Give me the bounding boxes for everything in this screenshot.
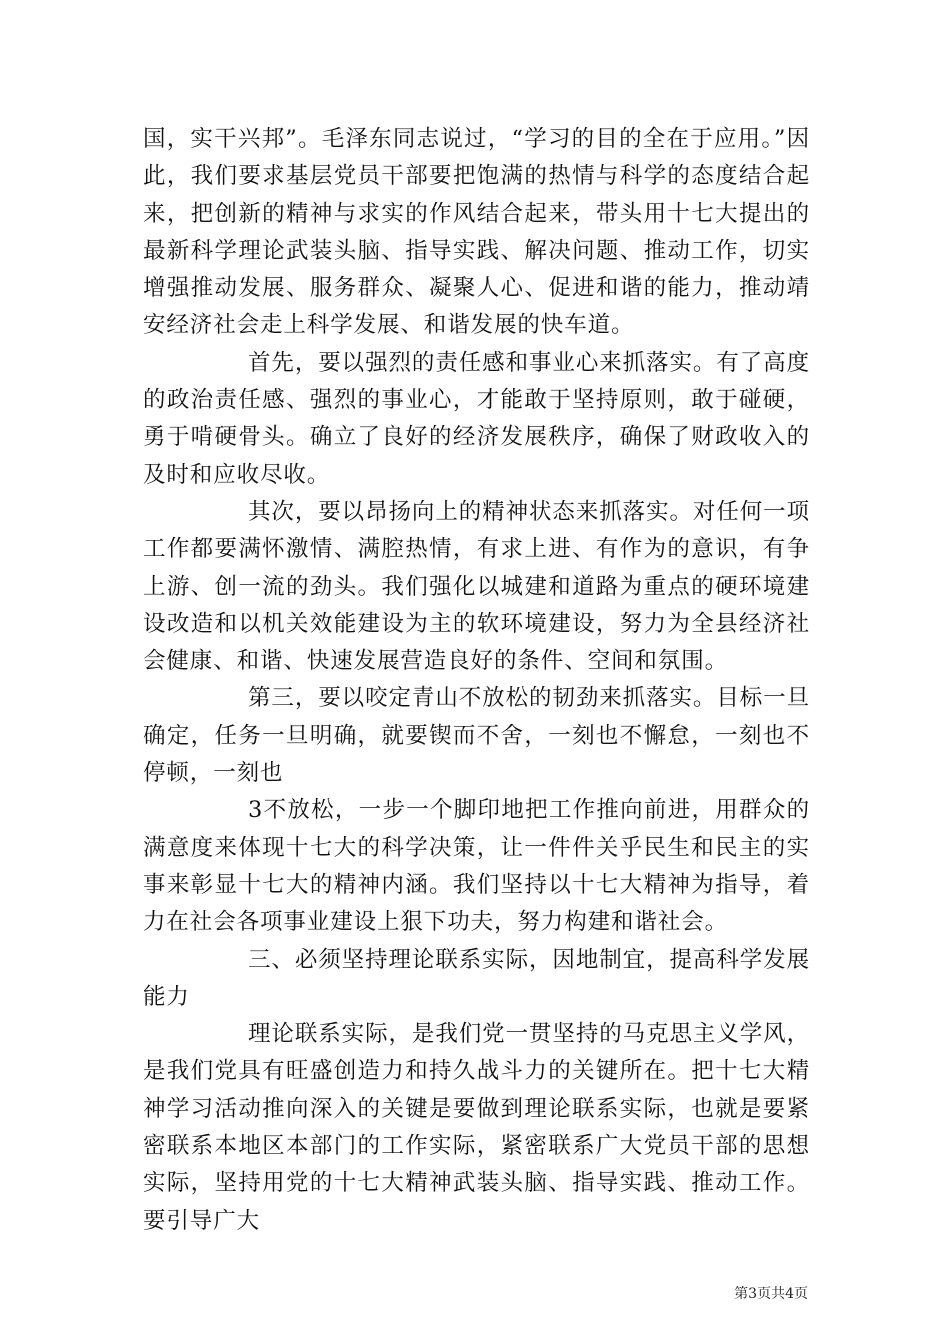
section-heading-three: 三、必须坚持理论联系实际，因地制宜，提高科学发展能力	[143, 946, 810, 1010]
paragraph-theory-practice: 理论联系实际，是我们党一贯坚持的马克思主义学风，是我们党具有旺盛创造力和持久战斗力的关键所在。把十七大精神学习活动推向深入的关键是要做到理论联系实际，也就是要紧密联系本地区本部门的工作实际，紧密联系广大党员干部的思想实际，坚持用党的十七大精神武装头脑、指导实践、推动工作。要引导广大	[143, 1021, 810, 1234]
body-text	[143, 121, 810, 1240]
paragraph-second-point: 其次，要以昂扬向上的精神状态来抓落实。对任何一项工作都要满怀激情、满腔热情，有求上进、有作为的意识，有争上游、创一流的劲头。我们强化以城建和道路为重点的硬环境建设改造和以机关效能建设为主的软环境建设，努力为全县经济社会健康、和谐、快速发展营造良好的条件、空间和氛围。	[143, 498, 810, 675]
paragraph-third-point-continued: 3不放松，一步一个脚印地把工作推向前进，用群众的满意度来体现十七大的科学决策，让一件件关乎民生和民主的实事来彰显十七大的精神内涵。我们坚持以十七大精神为指导，着力在社会各项事业建设上狠下功夫，努力构建和谐社会。	[143, 797, 810, 936]
paragraph-third-point: 第三，要以咬定青山不放松的韧劲来抓落实。目标一旦确定，任务一旦明确，就要锲而不舍，一刻也不懈怠，一刻也不停顿，一刻也	[143, 685, 810, 787]
paragraph-continuation: 国，实干兴邦”。毛泽东同志说过，“学习的目的全在于应用。”因此，我们要求基层党员干部要把饱满的热情与科学的态度结合起来，把创新的精神与求实的作风结合起来，带头用十七大提出的最新科学理论武装头脑、指导实践、解决问题、推动工作，切实增强推动发展、服务群众、凝聚人心、促进和谐的能力，推动靖安经济社会走上科学发展、和谐发展的快车道。	[143, 126, 810, 339]
paragraph-first-point: 首先，要以强烈的责任感和事业心来抓落实。有了高度的政治责任感、强烈的事业心，才能敢于坚持原则，敢于碰硬，勇于啃硬骨头。确立了良好的经济发展秩序，确保了财政收入的及时和应收尽收。	[143, 349, 810, 488]
page-number-footer: 第3页共4页	[734, 1286, 808, 1302]
